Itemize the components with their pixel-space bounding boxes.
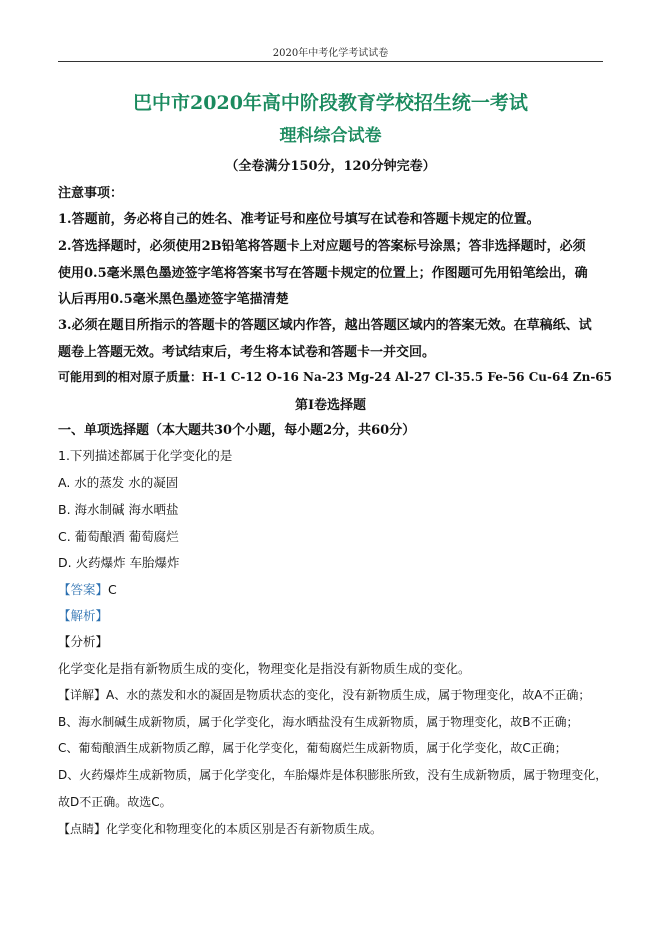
question-stem: 1.下列描述都属于化学变化的是 bbox=[58, 448, 233, 463]
dianjing-label: 【点睛】 bbox=[58, 822, 107, 836]
notice-item-3-line-1: 3.必须在题目所指示的答题卡的答题区域内作答，越出答题区域内的答案无效。在草稿纸、试 bbox=[58, 318, 592, 333]
header-divider bbox=[58, 61, 603, 62]
exam-subtitle: 理科综合试卷 bbox=[279, 126, 382, 146]
fenxi-label: 【分析】 bbox=[58, 634, 109, 649]
answer-value: C bbox=[108, 582, 117, 597]
dianjing-line bbox=[58, 820, 382, 837]
notice-item-2-line-1: 2.答选择题时，必须使用2B铅笔将答题卡上对应题号的答案标号涂黑；答非选择题时，必须 bbox=[58, 239, 586, 254]
exam-title: 巴中市2020年高中阶段教育学校招生统一考试 bbox=[133, 92, 528, 114]
notice-item-3-line-2: 题卷上答题无效。考试结束后，考生将本试卷和答题卡一并交回。 bbox=[58, 345, 436, 360]
option-c: C. 葡萄酿酒 葡萄腐烂 bbox=[58, 529, 179, 544]
part-title: 第Ⅰ卷选择题 bbox=[294, 398, 367, 413]
detail-a-line bbox=[58, 686, 590, 703]
answer-line bbox=[58, 580, 117, 598]
detail-d-line-2: 故D不正确。故选C。 bbox=[58, 795, 172, 809]
page-header: 2020年中考化学考试试卷 bbox=[272, 48, 389, 59]
option-a: A. 水的蒸发 水的凝固 bbox=[58, 475, 179, 490]
section-title: 一、单项选择题（本大题共30个小题，每小题2分，共60分） bbox=[58, 423, 416, 438]
option-b: B. 海水制碱 海水晒盐 bbox=[58, 502, 179, 517]
dianjing-text: 化学变化和物理变化的本质区别是否有新物质生成。 bbox=[106, 822, 383, 836]
fenxi-text: 化学变化是指有新物质生成的变化，物理变化是指没有新物质生成的变化。 bbox=[58, 661, 471, 676]
detail-c: C、葡萄酿酒生成新物质乙醇，属于化学变化，葡萄腐烂生成新物质，属于化学变化，故C正确； bbox=[58, 741, 567, 755]
notice-item-2-line-3: 认后再用0.5毫米黑色墨迹签字笔描清楚 bbox=[58, 292, 289, 307]
notice-heading: 注意事项： bbox=[58, 186, 124, 201]
atomic-mass-line: 可能用到的相对原子质量：H-1 C-12 O-16 Na-23 Mg-24 Al-27 Cl-35.5 Fe-56 Cu-64 Zn-65 bbox=[58, 370, 613, 384]
detail-b: B、海水制碱生成新物质，属于化学变化，海水晒盐没有生成新物质，属于物理变化，故B不正确； bbox=[58, 715, 579, 729]
detail-a-text: A、水的蒸发和水的凝固是物质状态的变化，没有新物质生成，属于物理变化，故A不正确； bbox=[106, 688, 591, 702]
answer-label: 【答案】 bbox=[58, 582, 109, 597]
detail-label: 【详解】 bbox=[58, 688, 107, 702]
notice-item-2-line-2: 使用0.5毫米黑色墨迹签字笔将答案书写在答题卡规定的位置上；作图题可先用铅笔绘出，确 bbox=[58, 266, 588, 281]
analysis-label: 【解析】 bbox=[58, 608, 109, 623]
detail-d-line-1: D、火药爆炸生成新物质，属于化学变化，车胎爆炸是体积膨胀所致，没有生成新物质，属于物理变化， bbox=[58, 768, 608, 782]
score-note: （全卷满分150分，120分钟完卷） bbox=[225, 159, 436, 174]
option-d: D. 火药爆炸 车胎爆炸 bbox=[58, 555, 180, 570]
notice-item-1: 1.答题前，务必将自己的姓名、准考证号和座位号填写在试卷和答题卡规定的位置。 bbox=[58, 212, 540, 227]
